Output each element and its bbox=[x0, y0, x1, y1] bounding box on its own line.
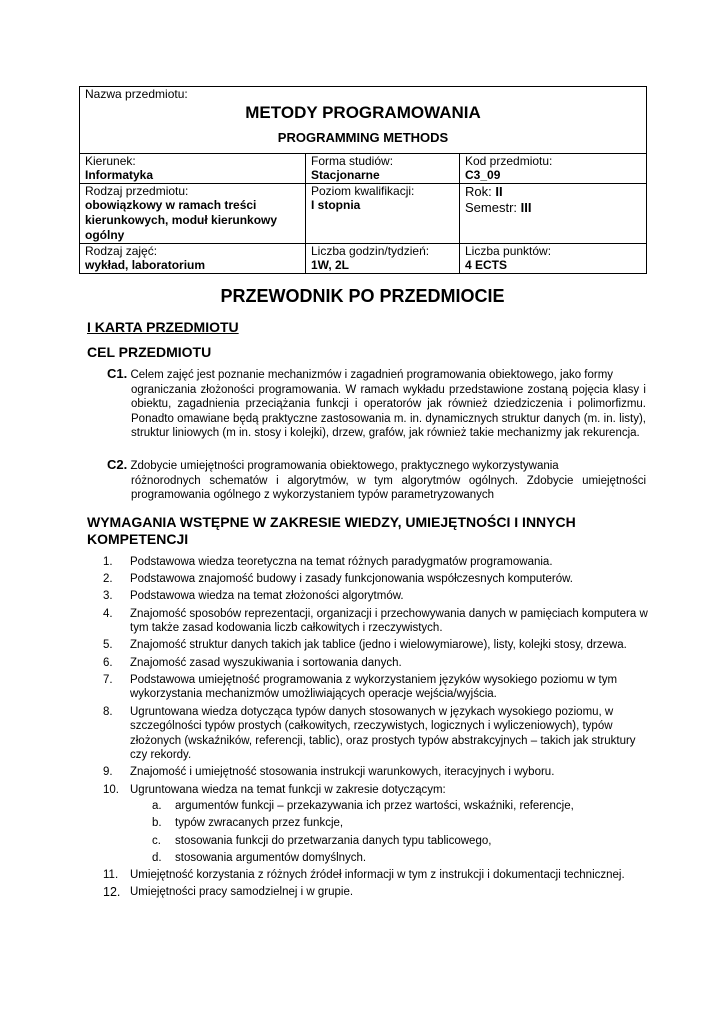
semestr-value: III bbox=[520, 200, 532, 215]
goal-text-first: Zdobycie umiejętności programowania obiektowego, praktycznego wykorzystywania bbox=[130, 460, 559, 472]
section-requirements-heading: WYMAGANIA WSTĘPNE W ZAKRESIE WIEDZY, UMIEJĘTNOŚCI I INNYCH KOMPETENCJI bbox=[87, 514, 576, 547]
guide-title: PRZEWODNIK PO PRZEDMIOCIE bbox=[220, 286, 505, 306]
course-title-pl: METODY PROGRAMOWANIA bbox=[245, 103, 481, 122]
list-item: c. stosowania funkcji do przetwarzania danych typu tablicowego, bbox=[152, 834, 492, 847]
list-item: 12. Umiejętności pracy samodzielnej i w grupie. bbox=[103, 885, 354, 900]
rodzaj-przedmiotu-label: Rodzaj przedmiotu: bbox=[85, 184, 189, 198]
course-title-cell bbox=[80, 87, 647, 154]
list-item: 1. Podstawowa wiedza teoretyczna na temat różnych paradygmatów programowania. bbox=[103, 556, 553, 568]
goal-c2 bbox=[107, 458, 646, 503]
kod-value: C3_09 bbox=[465, 168, 501, 182]
goal-c1 bbox=[107, 367, 646, 441]
course-name-label: Nazwa przedmiotu: bbox=[85, 87, 188, 101]
course-title-en: PROGRAMMING METHODS bbox=[277, 130, 449, 145]
rok-semestr-cell bbox=[460, 184, 647, 244]
list-item: 6. Znajomość zasad wyszukiwania i sortowania danych. bbox=[103, 656, 402, 669]
kod-cell bbox=[460, 154, 647, 184]
kod-label: Kod przedmiotu: bbox=[465, 154, 553, 168]
list-item: 2. Podstawowa znajomość budowy i zasady funkcjonowania współczesnych komputerów. bbox=[103, 573, 573, 586]
list-item: 11. Umiejętność korzystania z różnych źródeł informacji w tym z instrukcji i dokumentacji technicznej. bbox=[103, 869, 625, 881]
kierunek-cell bbox=[80, 154, 306, 184]
punkty-cell bbox=[460, 244, 647, 274]
section-cel-heading: CEL PRZEDMIOTU bbox=[87, 344, 212, 360]
list-item: 9. Znajomość i umiejętność stosowania instrukcji warunkowych, iteracyjnych i wyboru. bbox=[103, 766, 555, 779]
semestr-label: Semestr: bbox=[465, 200, 518, 215]
goal-code: C1. bbox=[107, 366, 128, 381]
goal-code: C2. bbox=[107, 457, 128, 472]
section-karta-heading: I KARTA PRZEDMIOTU bbox=[87, 319, 239, 335]
rodzaj-zajec-value: wykład, laboratorium bbox=[85, 258, 206, 272]
rok-value: II bbox=[495, 184, 503, 199]
list-item: d. stosowania argumentów domyślnych. bbox=[152, 851, 367, 864]
list-item: a. argumentów funkcji – przekazywania ich przez wartości, wskaźniki, referencje, bbox=[152, 800, 574, 813]
requirements-list bbox=[103, 555, 648, 902]
goal-text-rest: różnorodnych schematów i algorytmów, w tym algorytmów ogólnych. Zdobycie umiejętności programowania ogólnego z wykorzystaniem typów parametryzowanych bbox=[131, 474, 646, 502]
godziny-label: Liczba godzin/tydzień: bbox=[311, 244, 430, 258]
goal-text-first: Celem zajęć jest poznanie mechanizmów i zagadnień programowania obiektowego, jako formy bbox=[130, 369, 614, 381]
poziom-label: Poziom kwalifikacji: bbox=[311, 184, 415, 198]
list-item: 7. Podstawowa umiejętność programowania z wykorzystaniem języków wysokiego poziomu w tym wykorzystania mechanizmów umożliwiających operacje wejścia/wyjścia. bbox=[103, 673, 618, 701]
poziom-cell bbox=[306, 184, 460, 244]
list-item: 10. Ugruntowana wiedza na temat funkcji w zakresie dotyczącym: a. argumentów funkcji – przekazywania ich przez wartości, wskaźniki, referencje, b. typów zwracanych przez funkcje, c. stosowania funkcji do przetwarzania danych typu tablicowego, d. stosowania argumentów domyślnych. bbox=[103, 783, 648, 866]
forma-cell bbox=[306, 154, 460, 184]
godziny-value: 1W, 2L bbox=[311, 258, 350, 272]
forma-value: Stacjonarne bbox=[311, 168, 380, 182]
rok-label: Rok: bbox=[465, 184, 492, 199]
forma-label: Forma studiów: bbox=[311, 154, 394, 168]
list-item: 8. Ugruntowana wiedza dotycząca typów danych stosowanych w językach wysokiego poziomu, w szczególności typów prostych (całkowitych, rzeczywistych, logicznych i wyliczeniowych), typów złożonych (wskaźników, referencji, tablic), oraz prostych typów abstrakcyjnych – takich jak struktury czy rekordy. bbox=[103, 705, 636, 762]
list-item: 3. Podstawowa wiedza na temat złożoności algorytmów. bbox=[103, 590, 404, 603]
rodzaj-zajec-label: Rodzaj zajęć: bbox=[85, 244, 158, 258]
list-item: 5. Znajomość struktur danych takich jak tablice (jedno i wielowymiarowe), listy, kolejki stosy, drzewa. bbox=[103, 639, 627, 652]
list-item: b. typów zwracanych przez funkcje, bbox=[152, 817, 344, 830]
goal-text-rest: ograniczania złożoności programowania. W ramach wykładu przedstawione zostaną pojęcia klasy i obiektu, zagadnienia przeciążania funkcji i operatorów jak również dziedziczenia i polimorfizmu. Ponadto omawiane będą praktyczne zastosowania m. in. dynamicznych struktur danych (m. in. listy), struktur liniowych (m in. stosy i kolejki), drzew, grafów, jak również takie mechanizmy jak rekurencja. bbox=[131, 383, 646, 440]
list-item: 4. Znajomość sposobów reprezentacji, organizacji i przechowywania danych w pamięciach komputera w tym także zasad kodowania liczb całkowitych i rzeczywistych. bbox=[103, 607, 648, 635]
function-sub-list bbox=[130, 799, 648, 865]
kierunek-value: Informatyka bbox=[85, 168, 154, 182]
rodzaj-przedmiotu-value: obowiązkowy w ramach treści kierunkowych, moduł kierunkowy ogólny bbox=[85, 198, 278, 242]
course-info-table bbox=[79, 86, 647, 274]
punkty-value: 4 ECTS bbox=[465, 258, 508, 272]
poziom-value: I stopnia bbox=[311, 198, 361, 212]
kierunek-label: Kierunek: bbox=[85, 154, 136, 168]
godziny-cell bbox=[306, 244, 460, 274]
punkty-label: Liczba punktów: bbox=[465, 244, 552, 258]
rodzaj-przedmiotu-cell bbox=[80, 184, 306, 244]
rodzaj-zajec-cell bbox=[80, 244, 306, 274]
